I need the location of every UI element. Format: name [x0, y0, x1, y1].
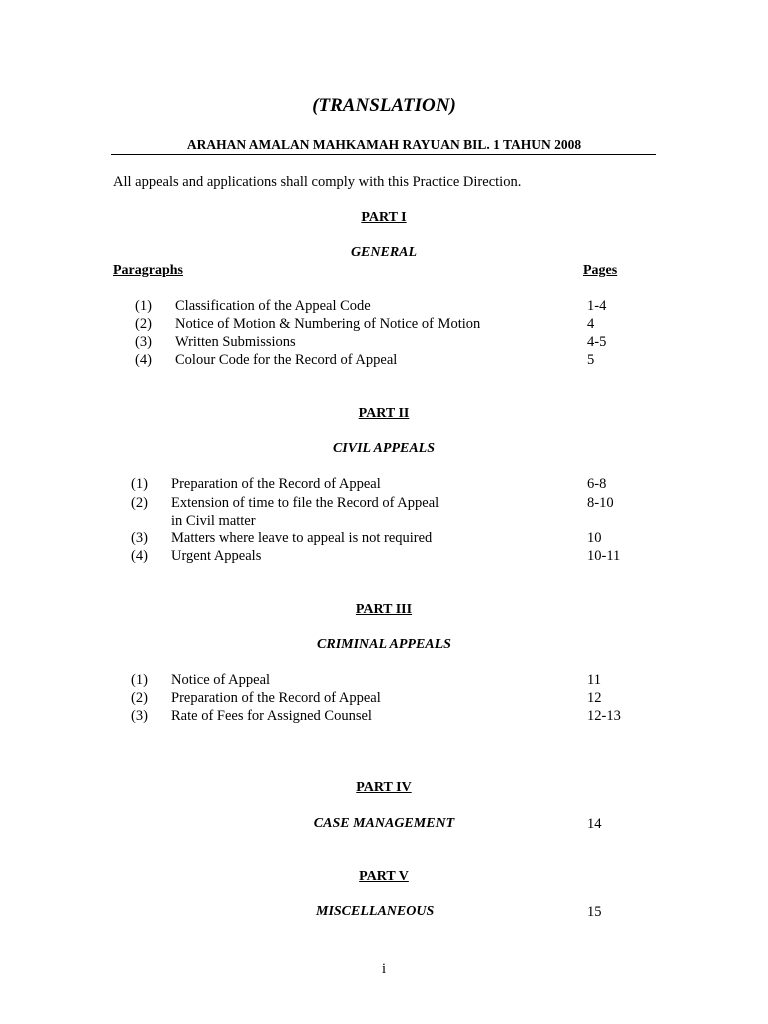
document-title: ARAHAN AMALAN MAHKAMAH RAYUAN BIL. 1 TAHUN 2008	[186, 137, 582, 152]
item-text: Notice of Appeal	[171, 672, 271, 688]
item-text: Rate of Fees for Assigned Counsel	[171, 708, 372, 724]
part-2-heading: PART II	[358, 406, 410, 421]
item-page: 1-4	[587, 298, 607, 314]
part-5-page: 15	[587, 904, 602, 920]
item-number: (3)	[135, 334, 152, 350]
part-2-subheading: CIVIL APPEALS	[332, 441, 436, 456]
part-5-subheading: MISCELLANEOUS	[316, 904, 435, 919]
item-page: 11	[587, 672, 601, 688]
item-page: 12-13	[587, 708, 621, 724]
item-text: Colour Code for the Record of Appeal	[175, 352, 398, 368]
item-text: Notice of Motion & Numbering of Notice of Motion	[175, 316, 481, 332]
pages-header: Pages	[583, 263, 618, 278]
item-text-continuation: in Civil matter	[171, 513, 256, 529]
item-number: (2)	[131, 690, 148, 706]
part-1-heading: PART I	[361, 210, 407, 225]
item-text: Preparation of the Record of Appeal	[171, 690, 381, 706]
title-rule	[111, 154, 656, 155]
item-page: 6-8	[587, 476, 607, 492]
page-number: i	[381, 961, 387, 977]
item-text: Preparation of the Record of Appeal	[171, 476, 381, 492]
item-number: (2)	[131, 495, 148, 511]
item-number: (3)	[131, 708, 148, 724]
item-page: 4	[587, 316, 595, 332]
part-3-subheading: CRIMINAL APPEALS	[317, 637, 451, 652]
item-text: Urgent Appeals	[171, 548, 262, 564]
item-page: 10	[587, 530, 602, 546]
item-number: (4)	[131, 548, 148, 564]
item-number: (2)	[135, 316, 152, 332]
item-page: 4-5	[587, 334, 607, 350]
item-number: (1)	[131, 672, 148, 688]
intro-text: All appeals and applications shall comply with this Practice Direction.	[113, 174, 522, 190]
part-5-heading: PART V	[359, 869, 409, 884]
part-3-heading: PART III	[355, 602, 413, 617]
item-page: 12	[587, 690, 602, 706]
item-text: Written Submissions	[175, 334, 296, 350]
paragraphs-header: Paragraphs	[113, 263, 183, 278]
item-number: (1)	[131, 476, 148, 492]
part-1-subheading: GENERAL	[350, 245, 418, 260]
item-number: (4)	[135, 352, 152, 368]
item-page: 10-11	[587, 548, 621, 564]
item-text: Extension of time to file the Record of Appeal	[171, 495, 440, 511]
part-4-page: 14	[587, 816, 602, 832]
item-text: Classification of the Appeal Code	[175, 298, 371, 314]
item-number: (1)	[135, 298, 152, 314]
part-4-subheading: CASE MANAGEMENT	[313, 816, 455, 831]
item-text: Matters where leave to appeal is not required	[171, 530, 433, 546]
part-4-heading: PART IV	[356, 780, 412, 795]
item-page: 5	[587, 352, 595, 368]
translation-label: (TRANSLATION)	[312, 95, 456, 116]
item-page: 8-10	[587, 495, 614, 511]
item-number: (3)	[131, 530, 148, 546]
